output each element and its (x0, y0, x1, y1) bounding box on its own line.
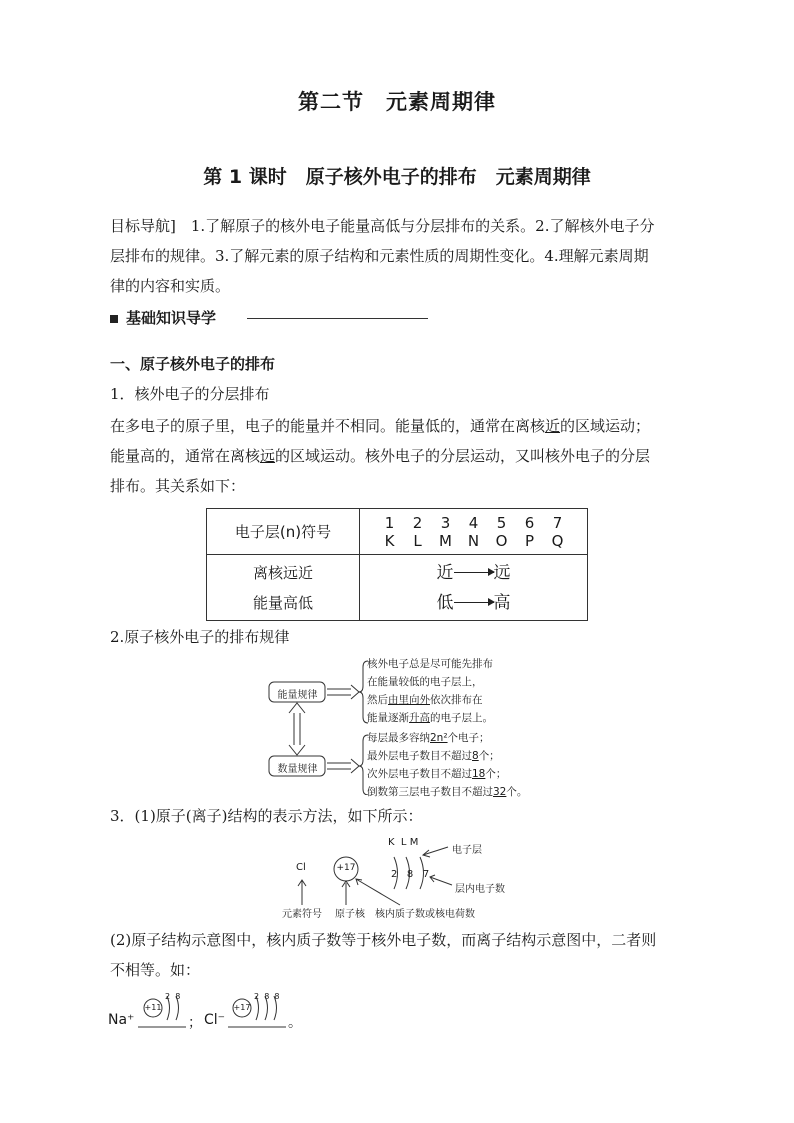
item3-title: 3．(1)原子(离子)结构的表示方法，如下所示： (110, 807, 423, 825)
trend-labels: 离核远近 能量高低 (207, 555, 360, 621)
item1-line: 能量高的，通常在离核远的区域运动。核外电子的分层运动，又叫核外电子的分层 (110, 447, 651, 465)
label-element-symbol: 元素符号 (282, 909, 322, 920)
basic-heading: 基础知识导学 (126, 309, 217, 327)
arrow-right-icon (454, 572, 494, 573)
item1-title: 1．核外电子的分层排布 (110, 385, 270, 403)
quantity-rule-text: 每层最多容纳2n²个电子； 最外层电子数目不超过8个； 次外层电子数目不超过18个； 倒数第三层电子数目不超过32个。 (367, 732, 528, 798)
separator: ； (188, 1015, 202, 1031)
electron-counts: 2 8 7 (391, 869, 430, 880)
item1-line: 在多电子的原子里，电子的能量并不相同。能量低的，通常在离核近的区域运动； (110, 417, 651, 435)
objectives-line: 律的内容和实质。 (110, 277, 231, 295)
rules-diagram (265, 655, 545, 798)
part1-heading: 一、原子核外电子的排布 (110, 355, 276, 373)
shell-letters: K L M (388, 837, 419, 848)
vertical-double-arrow-icon (289, 703, 305, 755)
objectives (110, 211, 690, 301)
arrow-right-icon (454, 602, 494, 603)
item1-text (110, 411, 690, 501)
shell-symbol-label: 电子层(n)符号 (207, 509, 360, 555)
basic-heading-row (110, 307, 216, 328)
energy-rule-text: 核外电子总是尽可能先排布 在能量较低的电子层上， 然后由里向外依次排布在 能量逐渐升高的电子层上。 (367, 658, 493, 724)
shell-symbols-cell (360, 509, 588, 555)
shell-number-row: 1 2 3 4 5 6 7 (384, 513, 563, 532)
ion-examples (108, 990, 408, 1035)
section-title: 第二节 元素周期律 (298, 90, 496, 114)
energy-rule-box: 能量规律 (277, 690, 318, 701)
nucleus-charge: +17 (336, 863, 356, 873)
shell-letter-row: K L M N O P Q (384, 531, 564, 550)
heading-rule (247, 318, 428, 319)
lesson-title: 第 1 课时 原子核外电子的排布 元素周期律 (203, 166, 591, 188)
right-double-arrow-icon (327, 685, 359, 699)
na-ion-label: Na⁺ (108, 1012, 135, 1028)
cl-ion-label: Cl⁻ (204, 1012, 226, 1028)
trend-values: 近 远 低 高 (360, 555, 588, 621)
shell-table (206, 508, 588, 621)
label-electrons-per-shell: 层内电子数 (455, 884, 505, 895)
objectives-line: 目标导航] 1.了解原子的核外电子能量高低与分层排布的关系。2.了解核外电子分 (110, 217, 655, 235)
quantity-rule-box: 数量规律 (277, 764, 318, 775)
right-double-arrow-icon (327, 759, 359, 773)
item1-line: 排布。其关系如下： (110, 477, 246, 495)
label-proton-count: 核内质子数或核电荷数 (375, 909, 475, 920)
objectives-line: 层排布的规律。3.了解元素的原子结构和元素性质的周期性变化。4.理解元素周期 (110, 247, 649, 265)
structure-diagram (280, 835, 540, 920)
cl-nucleus: +17 (233, 1003, 251, 1012)
na-nucleus: +11 (144, 1003, 162, 1012)
item3-2-text: (2)原子结构示意图中，核内质子数等于核外电子数，而离子结构示意图中，二者则 不相等。如： (110, 931, 657, 979)
end-mark: 。 (288, 1015, 302, 1031)
na-electrons: 2 8 (165, 992, 181, 1001)
cl-electrons: 2 8 8 (254, 992, 280, 1001)
item2-title: 2.原子核外电子的排布规律 (110, 628, 290, 646)
label-nucleus: 原子核 (335, 909, 365, 920)
label-electron-shell: 电子层 (452, 845, 482, 856)
element-symbol: Cl (296, 862, 306, 873)
square-bullet-icon (110, 315, 118, 323)
